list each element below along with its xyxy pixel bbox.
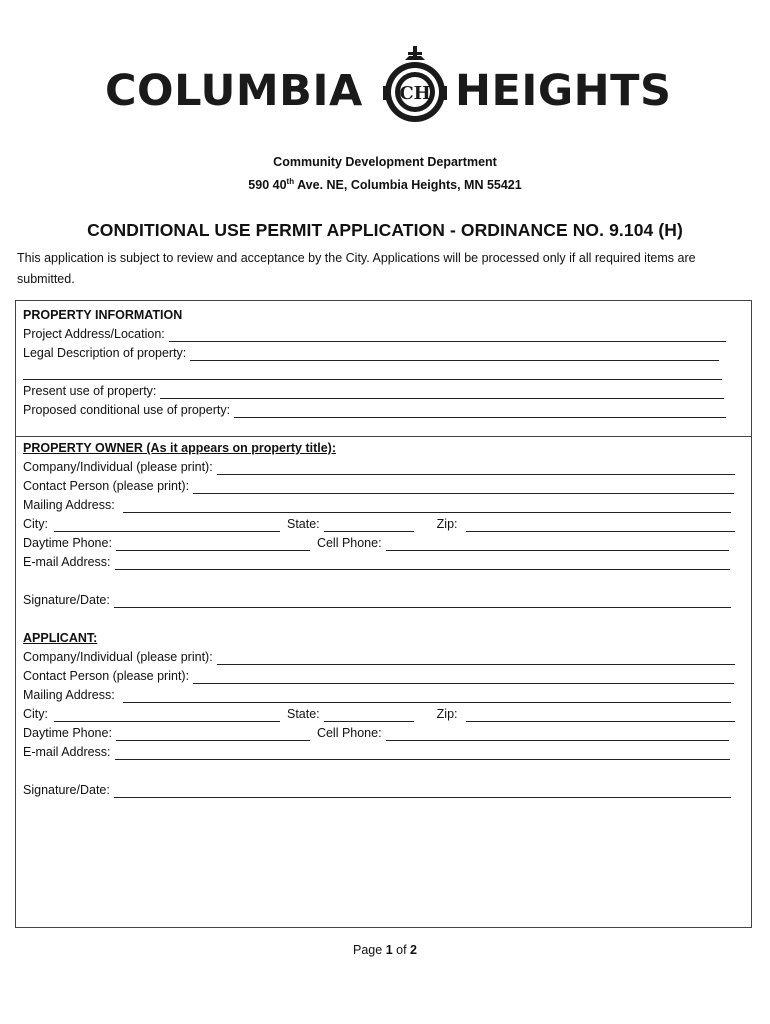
- owner-state-field[interactable]: [324, 518, 414, 532]
- applicant-state-field[interactable]: [324, 708, 414, 722]
- owner-contact-row: Contact Person (please print):: [23, 476, 734, 494]
- applicant-company-field[interactable]: [217, 651, 735, 665]
- legal-description-field-2[interactable]: [23, 366, 722, 380]
- department-address: 590 40th Ave. NE, Columbia Heights, MN 55421: [248, 177, 522, 193]
- owner-cell-phone-field[interactable]: [386, 537, 729, 551]
- city-seal-icon: [381, 46, 449, 126]
- proposed-use-row: Proposed conditional use of property:: [23, 400, 726, 418]
- owner-mailing-field[interactable]: [123, 499, 731, 513]
- proposed-use-field[interactable]: [234, 404, 726, 418]
- present-use-field[interactable]: [160, 385, 724, 399]
- seal-monogram: CH: [399, 83, 431, 104]
- section-divider: [15, 436, 752, 437]
- applicant-heading: APPLICANT:: [23, 631, 98, 645]
- owner-signature-field[interactable]: [114, 594, 731, 608]
- property-owner-heading: PROPERTY OWNER (As it appears on property title):: [23, 441, 337, 455]
- logo-word-right: HEIGHTS: [455, 66, 672, 116]
- present-use-row: Present use of property:: [23, 381, 724, 399]
- applicant-daytime-phone-field[interactable]: [116, 727, 310, 741]
- page-number: Page 1 of 2: [353, 943, 417, 957]
- applicant-contact-field[interactable]: [193, 670, 734, 684]
- applicant-email-row: E-mail Address:: [23, 742, 730, 760]
- applicant-signature-field[interactable]: [114, 784, 731, 798]
- applicant-contact-row: Contact Person (please print):: [23, 666, 734, 684]
- applicant-city-state-zip-row: City: State: Zip:: [23, 704, 735, 722]
- applicant-cell-phone-field[interactable]: [386, 727, 729, 741]
- columbia-heights-logo: [105, 44, 672, 128]
- legal-description-row: Legal Description of property:: [23, 343, 719, 361]
- legal-description-continued-row: [23, 362, 722, 380]
- applicant-company-row: Company/Individual (please print):: [23, 647, 735, 665]
- owner-contact-field[interactable]: [193, 480, 734, 494]
- applicant-email-field[interactable]: [115, 746, 730, 760]
- owner-city-state-zip-row: City: State: Zip:: [23, 514, 735, 532]
- applicant-signature-row: Signature/Date:: [23, 780, 731, 798]
- project-address-field[interactable]: [169, 328, 726, 342]
- applicant-mailing-field[interactable]: [123, 689, 731, 703]
- owner-daytime-phone-field[interactable]: [116, 537, 310, 551]
- applicant-phone-row: Daytime Phone: Cell Phone:: [23, 723, 729, 741]
- owner-mailing-row: Mailing Address:: [23, 495, 731, 513]
- applicant-zip-field[interactable]: [466, 708, 735, 722]
- logo-word-left: COLUMBIA: [105, 66, 363, 116]
- owner-email-row: E-mail Address:: [23, 552, 730, 570]
- applicant-mailing-row: Mailing Address:: [23, 685, 731, 703]
- owner-company-row: Company/Individual (please print):: [23, 457, 735, 475]
- owner-email-field[interactable]: [115, 556, 730, 570]
- owner-signature-row: Signature/Date:: [23, 590, 731, 608]
- applicant-city-field[interactable]: [54, 708, 280, 722]
- property-info-heading: PROPERTY INFORMATION: [23, 308, 183, 322]
- owner-company-field[interactable]: [217, 461, 735, 475]
- owner-city-field[interactable]: [54, 518, 280, 532]
- form-title: CONDITIONAL USE PERMIT APPLICATION - ORDINANCE NO. 9.104 (H): [87, 220, 683, 240]
- legal-description-field[interactable]: [190, 347, 719, 361]
- owner-phone-row: Daytime Phone: Cell Phone:: [23, 533, 729, 551]
- intro-text: This application is subject to review and acceptance by the City. Applications will be processed only if all required items are submitted.: [17, 251, 696, 286]
- department-name: Community Development Department: [273, 155, 497, 169]
- project-address-row: Project Address/Location:: [23, 324, 726, 342]
- owner-zip-field[interactable]: [466, 518, 735, 532]
